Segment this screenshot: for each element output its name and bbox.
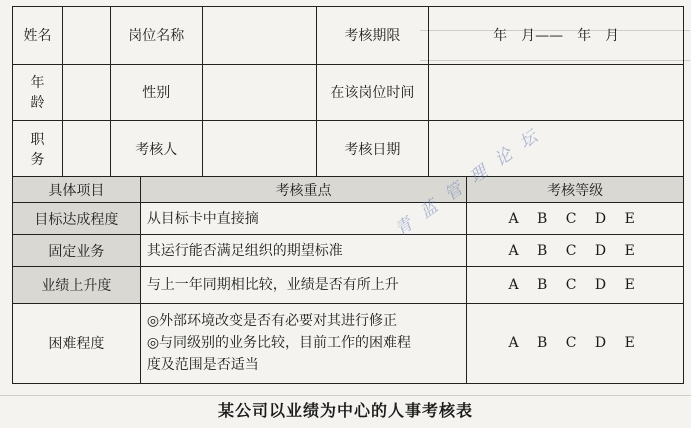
row-item: 固定业务 xyxy=(13,235,141,267)
row-item: 目标达成程度 xyxy=(13,203,141,235)
table-row xyxy=(13,267,684,303)
position-field[interactable] xyxy=(202,7,316,65)
row-item: 困难程度 xyxy=(13,303,141,383)
point-line: 从目标卡中直接摘 xyxy=(146,210,259,227)
row-point xyxy=(140,235,467,267)
point-line: ◎与同级别的业务比较，目前工作的困难程 xyxy=(146,335,412,352)
assessor-label: 考核人 xyxy=(110,121,202,179)
position-label: 岗位名称 xyxy=(110,7,202,65)
gender-label: 性别 xyxy=(110,65,202,121)
table-row xyxy=(13,303,684,383)
date-label: 考核日期 xyxy=(316,121,429,179)
tenure-field[interactable] xyxy=(429,65,684,121)
watermark: 青 蓝 管 理 论 坛 xyxy=(391,124,545,241)
period-value[interactable]: 年 月—— 年 月 xyxy=(429,7,684,65)
row-point xyxy=(140,267,467,303)
title-label: 职务 xyxy=(30,131,45,168)
period-label: 考核期限 xyxy=(316,7,429,65)
gender-field[interactable] xyxy=(202,65,316,121)
header-point: 考核重点 xyxy=(140,177,467,203)
name-field[interactable] xyxy=(62,7,110,65)
point-line: 度及范围是否适当 xyxy=(146,357,259,374)
title-field[interactable] xyxy=(62,121,110,179)
tenure-label: 在该岗位时间 xyxy=(316,65,429,121)
personal-info-table xyxy=(12,6,684,179)
row-grade[interactable]: A B C D E xyxy=(467,303,684,383)
name-label: 姓名 xyxy=(13,7,63,65)
age-label-cell xyxy=(13,65,63,121)
header-item: 具体项目 xyxy=(13,177,141,203)
table-row xyxy=(13,203,684,235)
row-point xyxy=(140,303,467,383)
assessment-table xyxy=(12,176,684,384)
title-label-cell xyxy=(13,121,63,179)
row-grade[interactable]: A B C D E xyxy=(467,267,684,303)
table-caption: 某公司以业绩为中心的人事考核表 xyxy=(217,401,473,420)
point-line: 其运行能否满足组织的期望标准 xyxy=(146,242,343,259)
header-grade: 考核等级 xyxy=(467,177,684,203)
age-field[interactable] xyxy=(62,65,110,121)
row-item: 业绩上升度 xyxy=(13,267,141,303)
row-grade[interactable]: A B C D E xyxy=(467,203,684,235)
table-row xyxy=(13,235,684,267)
assessor-field[interactable] xyxy=(202,121,316,179)
row-grade[interactable]: A B C D E xyxy=(467,235,684,267)
point-line: ◎外部环境改变是否有必要对其进行修正 xyxy=(146,313,398,330)
point-line: 与上一年同期相比较，业绩是否有所上升 xyxy=(146,276,399,293)
age-label: 年龄 xyxy=(30,74,45,111)
